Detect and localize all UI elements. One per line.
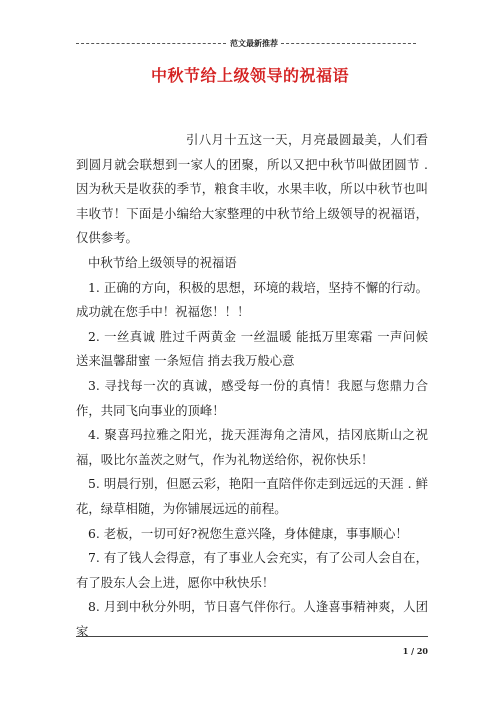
intro-paragraph: 引八月十五这一天，月亮最圆最美，人们看到圆月就会联想到一家人的团聚，所以又把中秋节叫做团圆节 . 因为秋天是收获的季节，粮食丰收，水果丰收，所以中秋节也叫丰收节！下面是小编给大家整理的中秋节给上级领导的祝福语，仅供参考。: [76, 132, 428, 246]
list-item: 5. 明晨行别，但愿云彩，艳阳一直陪伴你走到远远的天涯 . 鲜花，绿草相随，为你铺展远远的前程。: [76, 476, 428, 516]
document-body: [76, 128, 428, 644]
page-header: [76, 37, 416, 51]
footer-rule: [76, 636, 428, 637]
list-item: 1. 正确的方向，积极的思想，环境的栽培，坚持不懈的行动。成功就在您手中！祝福您！！！: [76, 279, 428, 320]
header-label: 范文最新推荐: [230, 38, 278, 48]
list-item: 7. 有了钱人会得意，有了事业人会充实，有了公司人会自在，有了股东人会上进，愿你中秋快乐！: [76, 550, 428, 590]
list-item: 6. 老板，一切可好?祝您生意兴隆，身体健康，事事顺心！: [88, 525, 408, 541]
list-item: 4. 聚喜玛拉雅之阳光，拢天涯海角之清风，拮冈底斯山之祝福，吸比尔盖茨之财气，作为礼物送给你，祝你快乐！: [76, 427, 428, 467]
header-rule-right: [281, 43, 416, 44]
document-title: 中秋节给上级领导的祝福语: [150, 66, 349, 85]
list-item: 2. 一丝真诚 胜过千两黄金 一丝温暖 能抵万里寒霜 一声问候送来温馨甜蜜 一条短信 捎去我万般心意: [76, 328, 428, 369]
list-item: 8. 月到中秋分外明，节日喜气伴你行。人逢喜事精神爽，人团家: [76, 599, 428, 639]
page-number: 1 / 20: [402, 646, 428, 656]
list-item: 3. 寻找每一次的真诚，感受每一份的真情！我愿与您鼎力合作，共同飞向事业的顶峰！: [76, 377, 428, 418]
section-subheading: 中秋节给上级领导的祝福语: [88, 254, 237, 270]
header-rule-left: [76, 43, 226, 44]
